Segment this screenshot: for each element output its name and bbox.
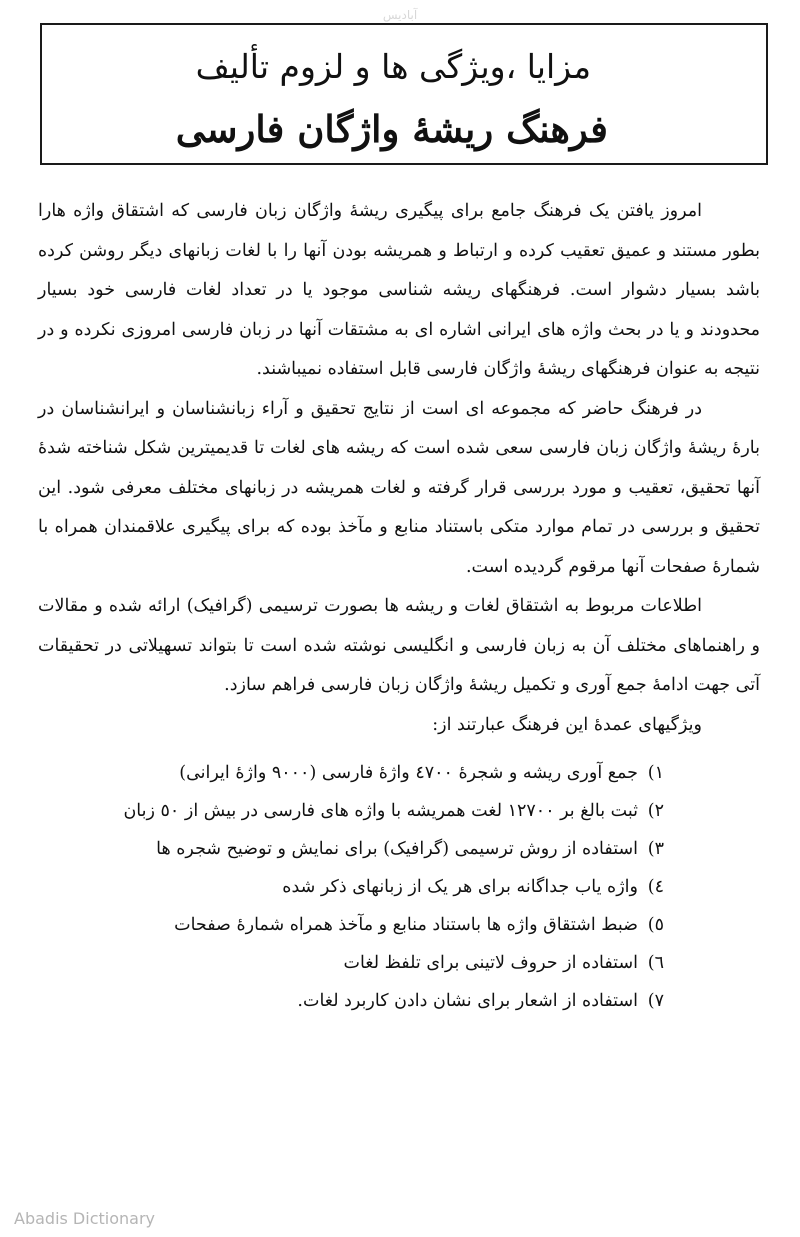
feature-item — [38, 944, 760, 982]
feature-list — [38, 754, 760, 1020]
feature-number: ۳) — [647, 839, 664, 859]
feature-item — [38, 906, 760, 944]
feature-number: ٤) — [647, 877, 664, 897]
document-body — [38, 192, 760, 1020]
feature-item — [38, 830, 760, 868]
feature-number: ۱) — [647, 763, 664, 783]
features-intro: ویژگیهای عمدهٔ این فرهنگ عبارتند از: — [432, 714, 702, 735]
feature-item — [38, 868, 760, 906]
feature-number: ٥) — [647, 915, 664, 935]
title-box — [40, 23, 768, 165]
paragraph-intro: امروز یافتن یک فرهنگ جامع برای پیگیری ریشهٔ واژگان زبان فارسی که اشتقاق واژه هارا بطور مستند و عمیق تعقیب کرده و ارتباط و همریشه بودن آنها را با لغات زبانهای دیگر روشن کرده باشد بسیار دشوار است. فرهنگهای ریشه شناسی موجود یا در تعداد لغات فارسی خود بسیار محدودند و یا در بحث واژه های ایرانی اشاره ای به مشتقات آنها در زبان فارسی امروزی نکرده و در نتیجه به عنوان فرهنگهای ریشهٔ واژگان فارسی قابل استفاده نمیباشند. — [38, 201, 760, 379]
feature-number: ۲) — [647, 801, 664, 821]
feature-item — [38, 792, 760, 830]
feature-text: ثبت بالغ بر ۱۲٧٠٠ لغت همریشه با واژه های فارسی در بیش از ٥٠ زبان — [123, 801, 638, 821]
paragraph-graphics: اطلاعات مربوط به اشتقاق لغات و ریشه ها بصورت ترسیمی (گرافیک) ارائه شده و مقالات و راهنماهای مختلف آن به زبان فارسی و انگلیسی نوشته شده است تا بتواند تسهیلاتی در تحقیقات آتی جهت ادامهٔ جمع آوری و تکمیل ریشهٔ واژگان زبان فارسی فراهم سازد. — [38, 596, 760, 695]
feature-text: جمع آوری ریشه و شجرهٔ ٤٧٠٠ واژهٔ فارسی (٩٠٠٠ واژهٔ ایرانی) — [179, 763, 638, 783]
feature-text: استفاده از روش ترسیمی (گرافیک) برای نمایش و توضیح شجره ها — [156, 839, 638, 859]
feature-text: استفاده از حروف لاتینی برای تلفظ لغات — [343, 953, 638, 973]
feature-number: ٦) — [647, 953, 664, 973]
feature-text: استفاده از اشعار برای نشان دادن کاربرد لغات. — [297, 991, 638, 1011]
title-line-1: مزایا ،ویژگی ها و لزوم تألیف — [195, 47, 591, 86]
feature-text: واژه یاب جداگانه برای هر یک از زبانهای ذکر شده — [282, 877, 638, 897]
paragraph-method: در فرهنگ حاضر که مجموعه ای است از نتایج تحقیق و آراء زبانشناسان و ایرانشناسان در بارهٔ ریشهٔ واژگان زبان فارسی سعی شده است که ریشه های لغات تا قدیمیترین شکل شناخته شدهٔ آنها تحقیق، تعقیب و مورد بررسی قرار گرفته و لغات همریشه در زبانهای مختلف معرفی شود. این تحقیق و بررسی در تمام موارد متکی باستناد منابع و مآخذ بوده که برای پیگیری علاقمندان همراه با شمارهٔ صفحات آنها مرقوم گردیده است. — [38, 398, 760, 577]
feature-number: ٧) — [647, 991, 664, 1011]
title-line-2: فرهنگ ریشهٔ واژگان فارسی — [175, 107, 608, 151]
top-watermark: آبادیس — [382, 8, 418, 22]
feature-item — [38, 754, 760, 792]
feature-text: ضبط اشتقاق واژه ها باستناد منابع و مآخذ همراه شمارهٔ صفحات — [174, 915, 638, 935]
feature-item — [38, 982, 760, 1020]
bottom-watermark: Abadis Dictionary — [14, 1209, 155, 1228]
